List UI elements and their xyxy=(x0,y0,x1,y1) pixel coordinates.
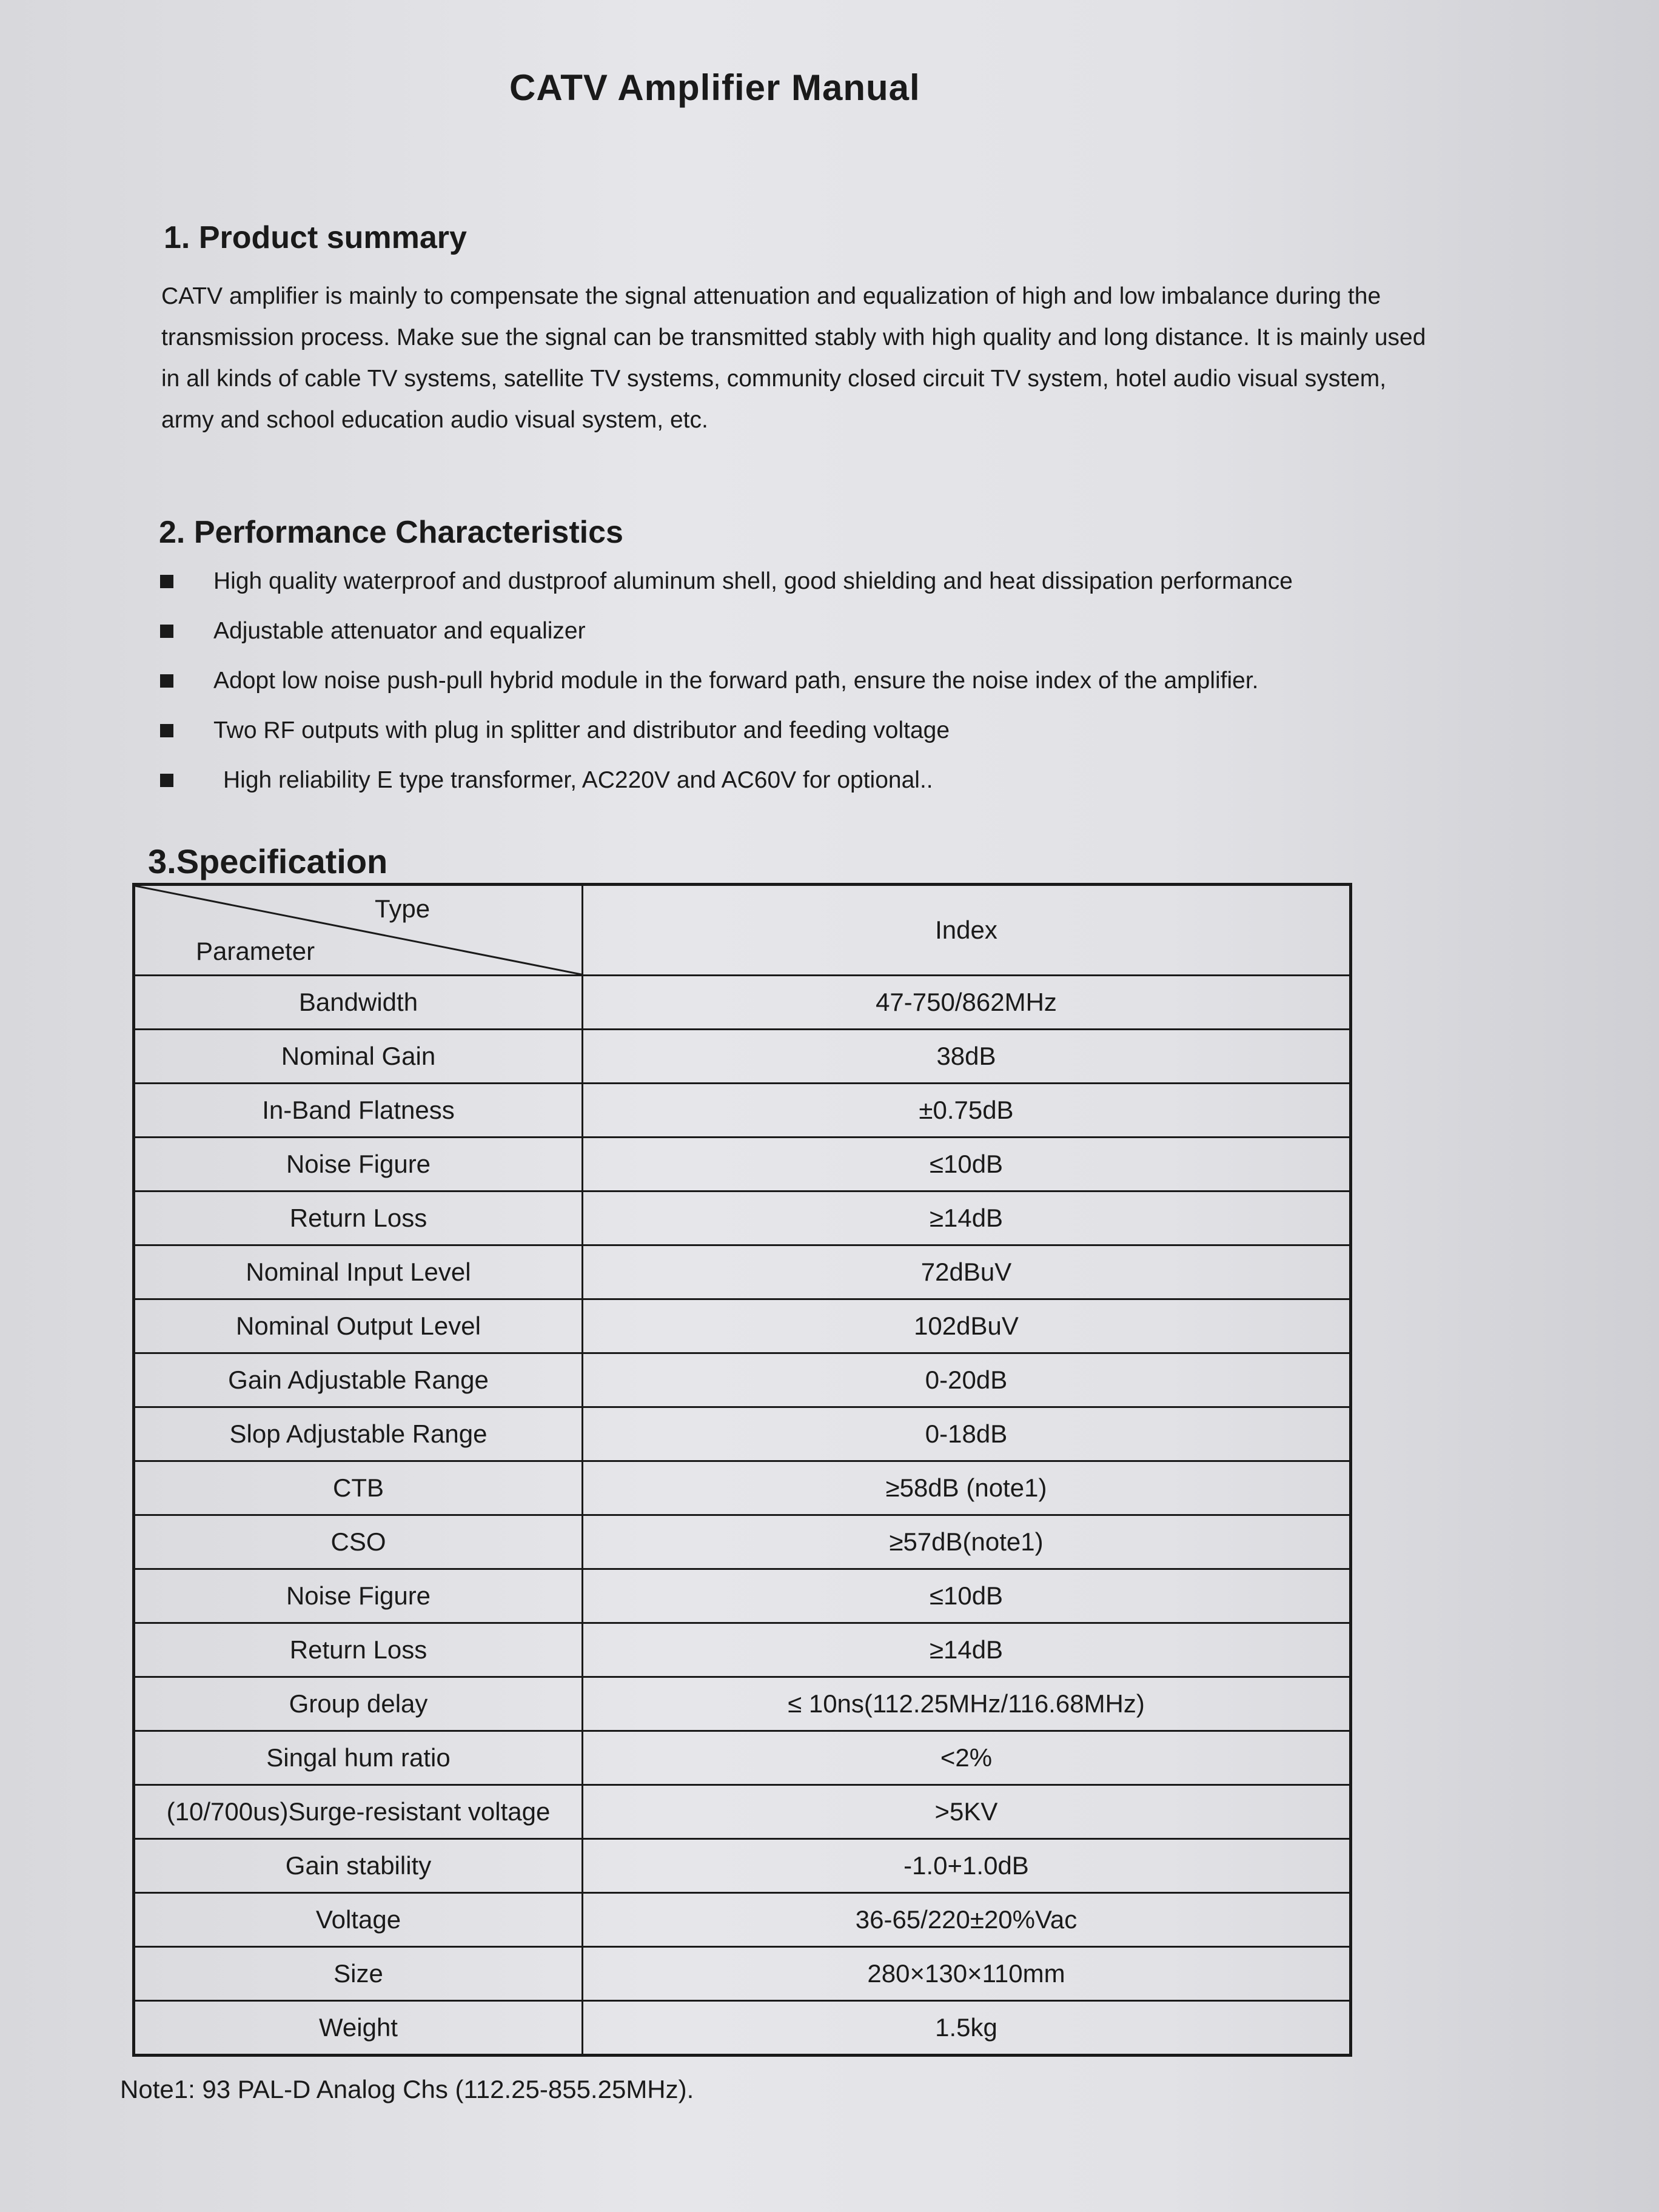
specification-table xyxy=(132,883,1352,2057)
parameter-cell: Noise Figure xyxy=(134,1138,583,1191)
document-title: CATV Amplifier Manual xyxy=(509,67,920,108)
table-row xyxy=(134,1030,1351,1084)
table-row xyxy=(134,1515,1351,1569)
index-value-cell: 1.5kg xyxy=(583,2001,1351,2056)
index-value-cell: 0-18dB xyxy=(583,1407,1351,1461)
table-row xyxy=(134,1407,1351,1461)
parameter-cell: Group delay xyxy=(134,1677,583,1731)
table-row xyxy=(134,1893,1351,1947)
list-item xyxy=(155,656,1489,706)
index-value-cell: ≤10dB xyxy=(583,1138,1351,1191)
parameter-cell: Noise Figure xyxy=(134,1569,583,1623)
index-value-cell: ≤10dB xyxy=(583,1569,1351,1623)
table-footnote: Note1: 93 PAL-D Analog Chs (112.25-855.25MHz). xyxy=(120,2075,694,2103)
table-row xyxy=(134,1623,1351,1677)
parameter-cell: Size xyxy=(134,1947,583,2001)
parameter-cell: Nominal Gain xyxy=(134,1030,583,1084)
parameter-cell: Singal hum ratio xyxy=(134,1731,583,1785)
summary-line: in all kinds of cable TV systems, satellite TV systems, community closed circuit TV system, hotel audio visual system, xyxy=(161,366,1387,392)
summary-line: CATV amplifier is mainly to compensate the signal attenuation and equalization of high and low imbalance during the xyxy=(161,283,1381,309)
table-row xyxy=(134,1569,1351,1623)
list-item-text: Adopt low noise push-pull hybrid module in the forward path, ensure the noise index of the amplifier. xyxy=(213,668,1259,694)
bullet-square-icon xyxy=(160,774,173,787)
index-value-cell: ±0.75dB xyxy=(583,1084,1351,1138)
summary-line: army and school education audio visual system, etc. xyxy=(161,407,708,433)
list-item-text: Adjustable attenuator and equalizer xyxy=(213,618,586,644)
specification-heading: 3.Specification xyxy=(148,842,388,880)
index-value-cell: 36-65/220±20%Vac xyxy=(583,1893,1351,1947)
table-row xyxy=(134,1245,1351,1299)
parameter-cell: Bandwidth xyxy=(134,976,583,1030)
index-value-cell: 0-20dB xyxy=(583,1353,1351,1407)
list-item xyxy=(155,606,1489,656)
parameter-cell: (10/700us)Surge-resistant voltage xyxy=(134,1785,583,1839)
index-value-cell: 47-750/862MHz xyxy=(583,976,1351,1030)
index-value-cell: ≥57dB(note1) xyxy=(583,1515,1351,1569)
product-summary-heading: 1. Product summary xyxy=(164,220,467,255)
table-row xyxy=(134,1461,1351,1515)
parameter-cell: Nominal Input Level xyxy=(134,1245,583,1299)
list-item-text: Two RF outputs with plug in splitter and distributor and feeding voltage xyxy=(213,717,950,743)
table-row xyxy=(134,1839,1351,1893)
parameter-cell: Gain stability xyxy=(134,1839,583,1893)
table-row xyxy=(134,1731,1351,1785)
parameter-cell: Return Loss xyxy=(134,1191,583,1245)
parameter-header-label: Parameter xyxy=(196,937,315,965)
list-item xyxy=(155,756,1489,805)
list-item xyxy=(155,557,1489,606)
diagonal-header-cell xyxy=(134,885,583,976)
table-row xyxy=(134,1677,1351,1731)
table-row xyxy=(134,1138,1351,1191)
list-item xyxy=(155,706,1489,756)
parameter-cell: Voltage xyxy=(134,1893,583,1947)
parameter-cell: Nominal Output Level xyxy=(134,1299,583,1353)
index-value-cell: <2% xyxy=(583,1731,1351,1785)
table-row xyxy=(134,2001,1351,2056)
summary-line: transmission process. Make sue the signal can be transmitted stably with high quality and long distance. It is mainly used xyxy=(161,324,1426,350)
index-value-cell: ≤ 10ns(112.25MHz/116.68MHz) xyxy=(583,1677,1351,1731)
parameter-cell: In-Band Flatness xyxy=(134,1084,583,1138)
table-header-row xyxy=(134,885,1351,976)
parameter-cell: Slop Adjustable Range xyxy=(134,1407,583,1461)
index-value-cell: ≥14dB xyxy=(583,1191,1351,1245)
bullet-square-icon xyxy=(160,724,173,737)
index-value-cell: -1.0+1.0dB xyxy=(583,1839,1351,1893)
index-value-cell: ≥14dB xyxy=(583,1623,1351,1677)
bullet-square-icon xyxy=(160,625,173,638)
type-header-label: Type xyxy=(375,894,431,923)
table-row xyxy=(134,1191,1351,1245)
table-row xyxy=(134,1947,1351,2001)
performance-list xyxy=(155,557,1489,805)
parameter-cell: Return Loss xyxy=(134,1623,583,1677)
table-row xyxy=(134,1084,1351,1138)
table-row xyxy=(134,1785,1351,1839)
parameter-cell: CSO xyxy=(134,1515,583,1569)
index-value-cell: >5KV xyxy=(583,1785,1351,1839)
list-item-text: High reliability E type transformer, AC220V and AC60V for optional.. xyxy=(223,767,933,793)
table-row xyxy=(134,1353,1351,1407)
parameter-cell: Weight xyxy=(134,2001,583,2056)
index-value-cell: 38dB xyxy=(583,1030,1351,1084)
index-header-cell: Index xyxy=(583,885,1351,976)
index-value-cell: ≥58dB (note1) xyxy=(583,1461,1351,1515)
index-value-cell: 102dBuV xyxy=(583,1299,1351,1353)
parameter-cell: Gain Adjustable Range xyxy=(134,1353,583,1407)
list-item-text: High quality waterproof and dustproof aluminum shell, good shielding and heat dissipation performance xyxy=(213,568,1293,594)
bullet-square-icon xyxy=(160,674,173,688)
index-value-cell: 72dBuV xyxy=(583,1245,1351,1299)
parameter-cell: CTB xyxy=(134,1461,583,1515)
index-value-cell: 280×130×110mm xyxy=(583,1947,1351,2001)
performance-heading: 2. Performance Characteristics xyxy=(159,515,623,550)
bullet-square-icon xyxy=(160,575,173,588)
product-summary-text xyxy=(161,276,1495,441)
table-row xyxy=(134,976,1351,1030)
table-row xyxy=(134,1299,1351,1353)
